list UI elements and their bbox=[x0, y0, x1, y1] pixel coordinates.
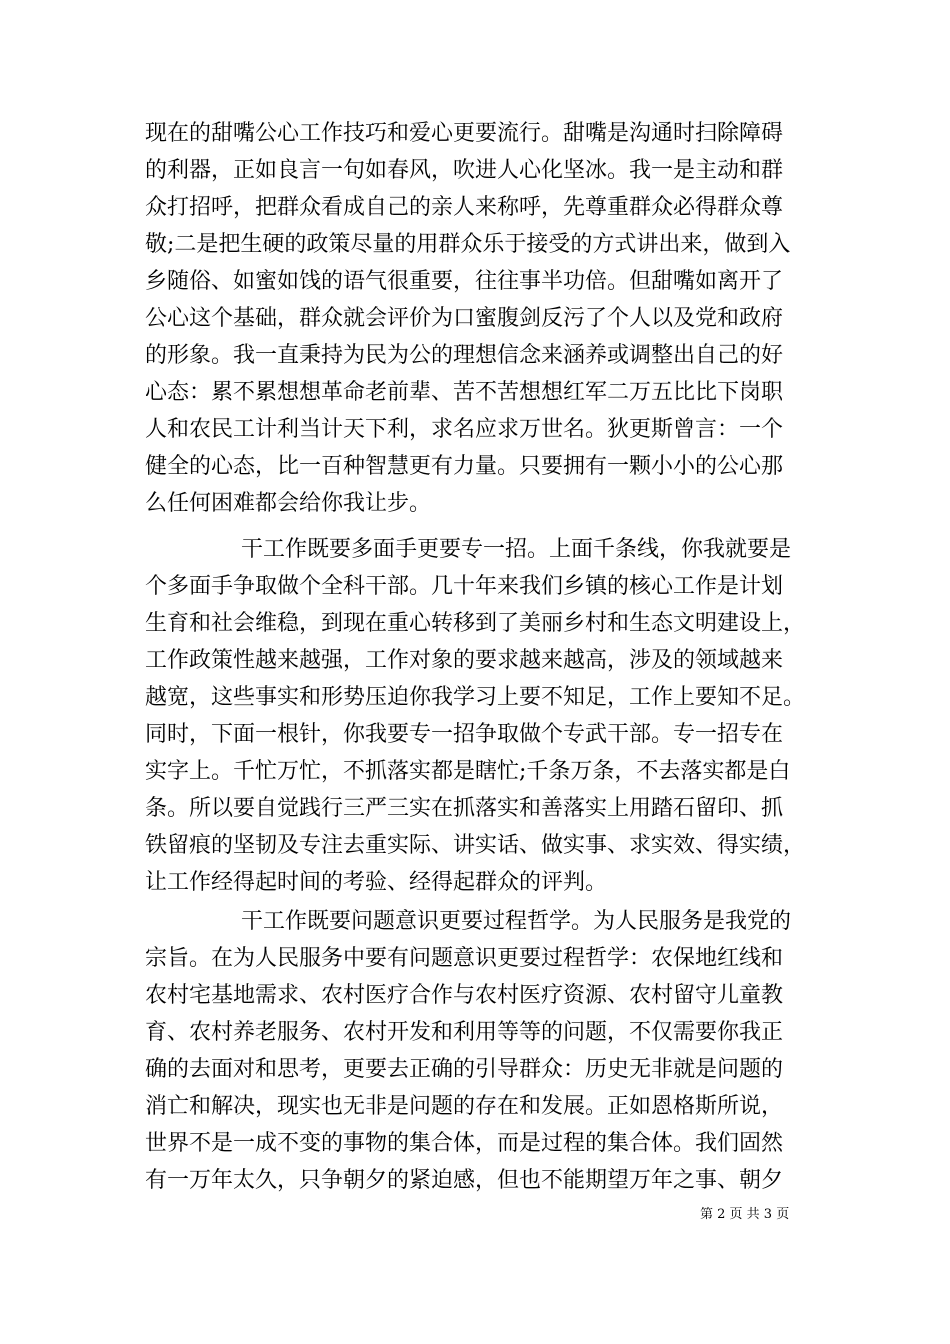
text-line: 农村宅基地需求、农村医疗合作与农村医疗资源、农村留守儿童教 bbox=[145, 983, 784, 1008]
page-number: 第 2 页 共 3 页 bbox=[700, 1207, 790, 1222]
text-line: 让工作经得起时间的考验、经得起群众的评判。 bbox=[145, 870, 608, 895]
paragraph-3 bbox=[145, 903, 825, 1199]
text-line: 公心这个基础，群众就会评价为口蜜腹剑反污了个人以及党和政府 bbox=[145, 306, 784, 331]
text-line: 越宽，这些事实和形势压迫你我学习上要不知足，工作上要知不足。 bbox=[145, 685, 806, 710]
text-line: 心态：累不累想想革命老前辈、苦不苦想想红军二万五比比下岗职 bbox=[145, 380, 784, 405]
text-line: 人和农民工计利当计天下利，求名应求万世名。狄更斯曾言：一个 bbox=[145, 417, 784, 442]
text-line: 敬;二是把生硬的政策尽量的用群众乐于接受的方式讲出来，做到入 bbox=[145, 232, 791, 257]
text-line: 现在的甜嘴公心工作技巧和爱心更要流行。甜嘴是沟通时扫除障碍 bbox=[145, 121, 784, 146]
text-line: 干工作既要问题意识更要过程哲学。为人民服务是我党的 bbox=[241, 909, 792, 934]
text-line: 同时，下面一根针，你我要专一招争取做个专武干部。专一招专在 bbox=[145, 722, 784, 747]
text-line: 有一万年太久，只争朝夕的紧迫感，但也不能期望万年之事、朝夕 bbox=[145, 1168, 784, 1193]
paragraph-2 bbox=[145, 531, 825, 901]
text-line: 世界不是一成不变的事物的集合体，而是过程的集合体。我们固然 bbox=[145, 1131, 784, 1156]
text-line: 的形象。我一直秉持为民为公的理想信念来涵养或调整出自己的好 bbox=[145, 343, 784, 368]
text-line: 工作政策性越来越强，工作对象的要求越来越高，涉及的领域越来 bbox=[145, 648, 784, 673]
text-line: 众打招呼，把群众看成自己的亲人来称呼，先尊重群众必得群众尊 bbox=[145, 195, 784, 220]
text-line: 的利器，正如良言一句如春风，吹进人心化坚冰。我一是主动和群 bbox=[145, 158, 784, 183]
text-line: 生育和社会维稳，到现在重心转移到了美丽乡村和生态文明建设上， bbox=[145, 611, 806, 636]
text-line: 宗旨。在为人民服务中要有问题意识更要过程哲学：农保地红线和 bbox=[145, 946, 784, 971]
text-line: 健全的心态，比一百种智慧更有力量。只要拥有一颗小小的公心那 bbox=[145, 454, 784, 479]
paragraph-1 bbox=[145, 115, 825, 522]
text-line: 消亡和解决，现实也无非是问题的存在和发展。正如恩格斯所说， bbox=[145, 1094, 784, 1119]
text-line: 实字上。千忙万忙，不抓落实都是瞎忙;千条万条，不去落实都是白 bbox=[145, 759, 791, 784]
text-line: 干工作既要多面手更要专一招。上面千条线，你我就要是 bbox=[241, 537, 792, 562]
text-line: 条。所以要自觉践行三严三实在抓落实和善落实上用踏石留印、抓 bbox=[145, 796, 784, 821]
text-line: 铁留痕的坚韧及专注去重实际、讲实话、做实事、求实效、得实绩， bbox=[145, 833, 806, 858]
text-line: 育、农村养老服务、农村开发和利用等等的问题，不仅需要你我正 bbox=[145, 1020, 784, 1045]
text-line: 确的去面对和思考，更要去正确的引导群众：历史无非就是问题的 bbox=[145, 1057, 784, 1082]
text-line: 么任何困难都会给你我让步。 bbox=[145, 491, 432, 516]
text-line: 个多面手争取做个全科干部。几十年来我们乡镇的核心工作是计划 bbox=[145, 574, 784, 599]
text-line: 乡随俗、如蜜如饯的语气很重要，往往事半功倍。但甜嘴如离开了 bbox=[145, 269, 784, 294]
